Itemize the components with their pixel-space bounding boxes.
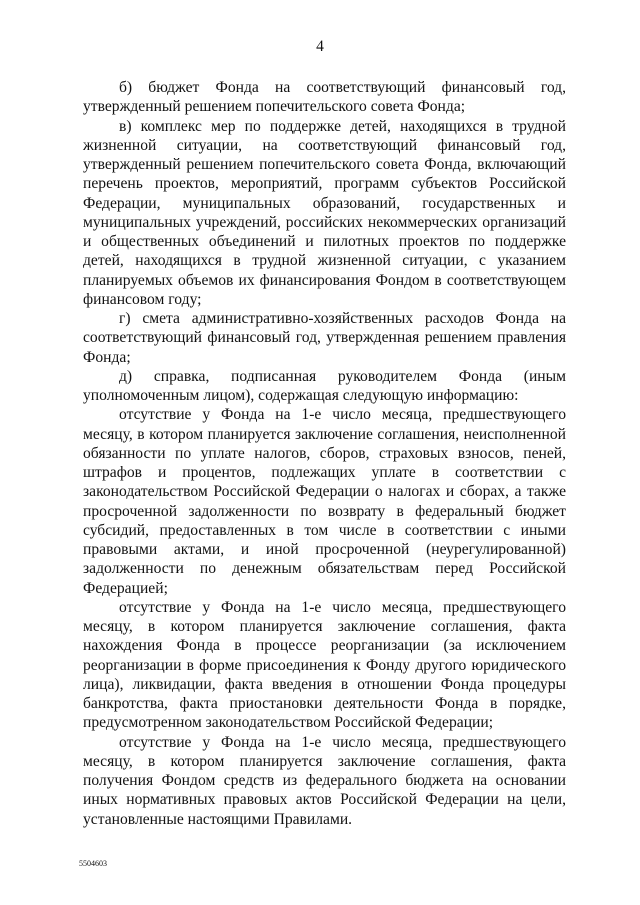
paragraph-no-reorganization: отсутствие у Фонда на 1-е число месяца, предшествующего месяцу, в котором планируется заключение соглашения, факта нахождения Фонда в процессе реорганизации (за исключением реорганизации в форме присоединения к Фонду другого юридического лица), ликвидации, факта введения в отношении Фонда процедуры банкротства, факта приостановки деятельности Фонда в порядке, предусмотренном законодательством Российской Федерации;: [83, 598, 566, 732]
document-code: 5504603: [79, 859, 107, 868]
paragraph-budget: б) бюджет Фонда на соответствующий финансовый год, утвержденный решением попечительского совета Фонда;: [83, 79, 566, 116]
paragraph-no-tax-debt: отсутствие у Фонда на 1-е число месяца, предшествующего месяцу, в котором планируется заключение соглашения, неисполненной обязанности по уплате налогов, сборов, страховых взносов, пеней, штрафов и процентов, подлежащих уплате в соответствии с законодательством Российской Федерации о налогах и сборах, а также просроченной задолженности по возврату в федеральный бюджет субсидий, предоставленных в том числе в соответствии с иными правовыми актами, и иной просроченной (неурегулированной) задолженности по денежным обязательствам перед Российской Федерацией;: [83, 406, 566, 597]
document-body: [83, 78, 566, 829]
paragraph-no-other-funding: отсутствие у Фонда на 1-е число месяца, предшествующего месяцу, в котором планируется заключение соглашения, факта получения Фондом средств из федерального бюджета на основании иных нормативных правовых актов Российской Федерации на цели, установленные настоящими Правилами.: [83, 733, 566, 828]
page-number: 4: [316, 38, 324, 55]
paragraph-expense-estimate: г) смета административно-хозяйственных расходов Фонда на соответствующий финансовый год, утвержденная решением правления Фонда;: [83, 310, 566, 366]
paragraph-support-measures: в) комплекс мер по поддержке детей, находящихся в трудной жизненной ситуации, на соответствующий финансовый год, утвержденный решением попечительского совета Фонда, включающий перечень проектов, мероприятий, программ субъектов Российской Федерации, муниципальных образований, государственных и муниципальных учреждений, российских некоммерческих организаций и общественных объединений и пилотных проектов по поддержке детей, находящихся в трудной жизненной ситуации, с указанием планируемых объемов их финансирования Фондом в соответствующем финансовом году;: [83, 117, 566, 308]
paragraph-certificate: д) справка, подписанная руководителем Фонда (иным уполномоченным лицом), содержащая следующую информацию:: [83, 367, 566, 404]
